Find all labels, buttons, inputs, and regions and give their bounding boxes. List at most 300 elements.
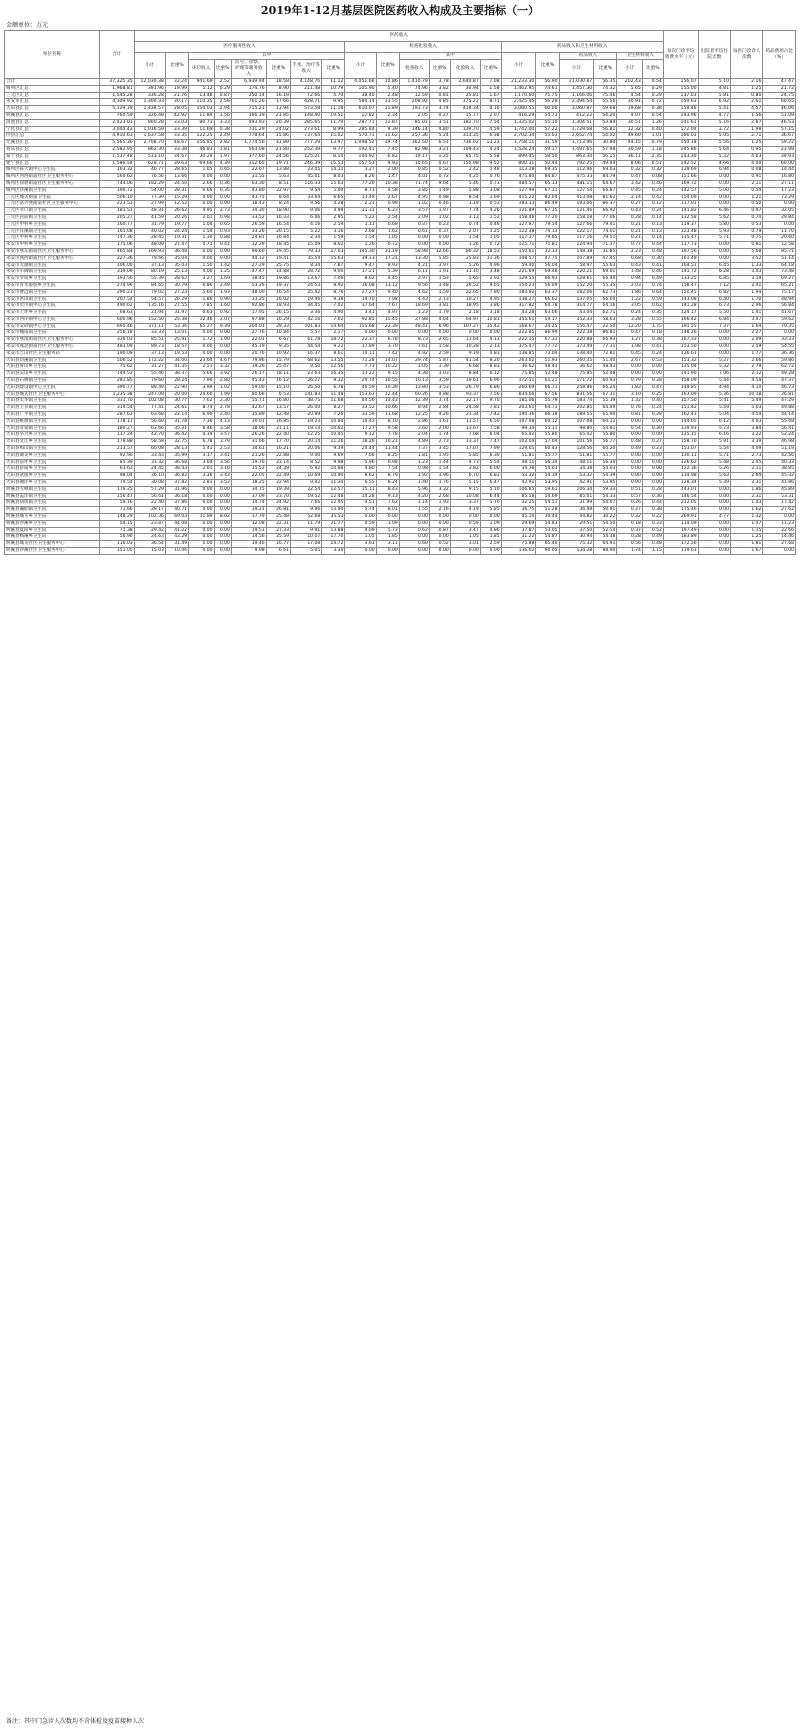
cell-bed: 4.95 [189, 208, 214, 215]
cell-ex-r: 3.32 [429, 486, 450, 493]
cell-surg-r: 8.03 [322, 174, 345, 181]
cell-svc: 79.60 [134, 378, 165, 385]
cell-bed: 5.12 [189, 85, 214, 92]
cell-lab: 0.74 [450, 221, 480, 228]
cell-lab: 13.67 [450, 425, 480, 432]
cell-mat: 0.18 [617, 520, 642, 527]
cell-drug: 220.21 [559, 269, 594, 276]
cell-surg-r: 9.98 [322, 459, 345, 466]
cell-treat-r: 9.35 [266, 344, 290, 351]
cell-mat: 0.00 [617, 371, 642, 378]
cell-dis: 7.12 [698, 282, 730, 289]
cell-treat: 32.29 [231, 242, 266, 249]
cell-opc: 143.01 [663, 486, 698, 493]
cell-surg-r: 12.95 [322, 500, 345, 507]
cell-exam-s: 105.90 [345, 85, 376, 92]
cell-exam-s: 92.85 [345, 316, 376, 323]
cell-exam-s: 1.05 [345, 534, 376, 541]
cell-svc: 135.16 [134, 303, 165, 310]
cell-drug-s: 168.67 [501, 323, 536, 330]
cell-dr: 14.46 [763, 534, 796, 541]
cell-svc: 628.71 [134, 160, 165, 167]
cell-surg: 26.27 [290, 378, 321, 385]
cell-surg-r: 10.90 [322, 473, 345, 480]
cell-treat: 19.26 [231, 364, 266, 371]
cell-vis: 2.09 [731, 337, 763, 344]
cell-treat-r: 26.15 [266, 310, 290, 317]
cell-svc: 46.77 [134, 167, 165, 174]
cell-dr: 0.00 [763, 330, 796, 337]
cell-treat: 24.81 [231, 235, 266, 242]
cell-lab-r: 6.86 [480, 384, 501, 391]
avg-outpatient-cost-header: 每次门诊平均收费水平（元） [663, 31, 698, 79]
cell-drug-rr: 74.32 [594, 85, 617, 92]
cell-surg: 116.33 [290, 180, 321, 187]
cell-mat-r: 0.48 [642, 248, 663, 255]
cell-dis: 6.92 [698, 99, 730, 106]
cell-ex-r: 0.72 [429, 174, 450, 181]
cell-bed: 0.00 [189, 248, 214, 255]
cell-mat-r: 0.13 [642, 221, 663, 228]
cell-total: 92.90 [99, 452, 134, 459]
cell-treat: 19.51 [231, 527, 266, 534]
row-unit-name: 大田县石牌镇卫生院 [5, 378, 100, 385]
cell-ex-r: 1.58 [429, 344, 450, 351]
cell-ex-r: 3.45 [429, 446, 450, 453]
cell-drug-r: 59.17 [536, 146, 559, 153]
cell-opc: 153.32 [663, 357, 698, 364]
cell-ex: 6.11 [399, 269, 429, 276]
cell-treat: 59.00 [231, 384, 266, 391]
table-row [5, 364, 796, 371]
cell-surg-r: 7.06 [322, 276, 345, 283]
cell-treat: 19.76 [231, 459, 266, 466]
cell-ex-r: 1.49 [429, 187, 450, 194]
cell-lab-r: 1.48 [480, 167, 501, 174]
cell-drug-r: 67.11 [536, 187, 559, 194]
cell-drug: 148.38 [559, 248, 594, 255]
row-unit-name: 大田县吴山乡卫生院 [5, 371, 100, 378]
cell-dr: 46.06 [763, 106, 796, 113]
cell-dis: 0.00 [698, 337, 730, 344]
cell-svc: 55.46 [134, 371, 165, 378]
cell-exam-r: 13.55 [376, 99, 399, 106]
cell-surg: 2.34 [290, 235, 321, 242]
cell-total: 330.03 [99, 337, 134, 344]
table-row [5, 398, 796, 405]
cell-drug-s: 203.61 [501, 405, 536, 412]
cell-drug-r: 66.93 [536, 276, 559, 283]
cell-mat: 3.05 [617, 303, 642, 310]
cell-opc: 143.08 [663, 296, 698, 303]
cell-total: 314.54 [99, 405, 134, 412]
cell-opc: 148.26 [663, 330, 698, 337]
cell-exam-s: 9.47 [345, 262, 376, 269]
cell-total: 1,235.38 [99, 391, 134, 398]
cell-surg: 19.23 [290, 418, 321, 425]
row-unit-name: 尤溪县汇总 [5, 140, 100, 147]
cell-svc: 29.17 [134, 507, 165, 514]
cell-dr: 33.33 [763, 337, 796, 344]
daily-visits-header: 每医门诊诊人次数 [731, 31, 763, 79]
cell-svc: 48.31 [134, 208, 165, 215]
cell-bed-r: 1.42 [214, 262, 231, 269]
cell-treat-r: 16.84 [266, 235, 290, 242]
cell-drug-s: 32.25 [501, 500, 536, 507]
cell-ex-r: 3.81 [429, 303, 450, 310]
cell-bed-r: 3.79 [214, 439, 231, 446]
cell-mat: 0.21 [617, 221, 642, 228]
cell-mat: 2.03 [617, 282, 642, 289]
cell-drug-r: 54.73 [536, 112, 559, 119]
cell-lab-r: 11.36 [480, 255, 501, 262]
cell-opc: 162.41 [663, 412, 698, 419]
cell-drug-rr: 66.87 [594, 187, 617, 194]
cell-drug-s: 53.32 [501, 473, 536, 480]
cell-opc: 132.58 [663, 214, 698, 221]
cell-lab-r: 7.08 [480, 79, 501, 86]
cell-drug-s: 221.69 [501, 269, 536, 276]
cell-treat: 312.65 [231, 160, 266, 167]
cell-bed-r: 0.00 [214, 255, 231, 262]
cell-exam-s: 17.27 [345, 425, 376, 432]
cell-treat: 731.29 [231, 126, 266, 133]
cell-exam-r: 11.68 [376, 412, 399, 419]
cell-bed-r: 0.88 [214, 235, 231, 242]
cell-drug-s: 375.47 [501, 344, 536, 351]
cell-surg-r: 8.99 [322, 126, 345, 133]
cell-vis: 1.77 [731, 350, 763, 357]
cell-exam-r: 1.09 [376, 520, 399, 527]
table-row [5, 514, 796, 521]
cell-drug: 202.85 [559, 405, 594, 412]
cell-ex-r: 0.00 [429, 520, 450, 527]
cell-dr: 11.23 [763, 520, 796, 527]
cell-treat-r: 16.19 [266, 92, 290, 99]
cell-dr: 23.98 [763, 146, 796, 153]
cell-drug-r: 64.73 [536, 405, 559, 412]
cell-total: 744.06 [99, 180, 134, 187]
cell-mat: 0.00 [617, 466, 642, 473]
cell-ex: 1.05 [399, 364, 429, 371]
cell-ex: 10.65 [399, 160, 429, 167]
cell-svc-r: 38.37 [165, 371, 188, 378]
cell-vis: 2.16 [731, 79, 763, 86]
cell-svc: 58.58 [134, 439, 165, 446]
cell-ex: 10.13 [399, 378, 429, 385]
cell-exam-s: 38.40 [345, 92, 376, 99]
cell-exam-r: 3.70 [376, 344, 399, 351]
cell-surg: 148.40 [290, 112, 321, 119]
cell-dr: 57.15 [763, 126, 796, 133]
cell-dis: 5.39 [698, 480, 730, 487]
cell-opc: 117.01 [663, 201, 698, 208]
cell-dr: 46.73 [763, 384, 796, 391]
cell-ex-r: 0.87 [429, 527, 450, 534]
cell-lab-r: 6.50 [480, 418, 501, 425]
cell-treat: 17.95 [231, 310, 266, 317]
cell-drug-rr: 51.40 [594, 357, 617, 364]
cell-ex-r: 1.25 [429, 153, 450, 160]
cell-lab-r: 10.81 [480, 316, 501, 323]
cell-svc: 862.30 [134, 146, 165, 153]
cell-opc: 155.00 [663, 85, 698, 92]
cell-drug: 36.48 [559, 507, 594, 514]
cell-vis: 2.31 [731, 493, 763, 500]
cell-drug-rr: 64.16 [594, 303, 617, 310]
cell-opc: 151.66 [663, 174, 698, 181]
cell-surg: 211.48 [290, 85, 321, 92]
cell-exam-r: 0.00 [376, 330, 399, 337]
cell-ex: 4.92 [399, 350, 429, 357]
cell-surg: 737.64 [290, 133, 321, 140]
cell-ex: 1.02 [399, 201, 429, 208]
cell-lab: 7.74 [450, 208, 480, 215]
cell-exam-s: 9.12 [345, 432, 376, 439]
cell-total: 2,423.01 [99, 119, 134, 126]
table-row [5, 282, 796, 289]
cell-exam-s: 3.27 [345, 167, 376, 174]
cell-lab-r: 3.08 [480, 187, 501, 194]
cell-surg: 79.33 [290, 248, 321, 255]
table-row [5, 337, 796, 344]
cell-dr: 69.27 [763, 276, 796, 283]
cell-svc: 1,637.58 [134, 133, 165, 140]
cell-surg: 252.39 [290, 146, 321, 153]
row-unit-name: 永安市燕北街道社区卫生服务中心 [5, 344, 100, 351]
table-row [5, 405, 796, 412]
cell-surg-r: 7.02 [322, 303, 345, 310]
cell-lab-r: 1.09 [480, 520, 501, 527]
exam-of-which-header: 其中 [399, 53, 501, 60]
cell-surg: 8.34 [290, 262, 321, 269]
medical-income-header: 医药收入 [134, 31, 663, 42]
cell-vis: 4.54 [731, 378, 763, 385]
cell-mat: 1.32 [617, 398, 642, 405]
row-unit-name: 永安市西洋镇中心卫生院 [5, 316, 100, 323]
cell-bed-r: 0.00 [214, 330, 231, 337]
cell-total: 116.03 [99, 541, 134, 548]
cell-opc: 114.09 [663, 520, 698, 527]
cell-mat-r: 0.13 [642, 228, 663, 235]
cell-total: 5,129.19 [99, 106, 134, 113]
cell-drug-r: 61.21 [536, 378, 559, 385]
cell-drug-rr: 53.84 [594, 119, 617, 126]
row-unit-name: 永安市青水畲族乡卫生院 [5, 282, 100, 289]
cell-ex-r: 4.80 [429, 126, 450, 133]
cell-lab-r: 9.70 [480, 398, 501, 405]
cell-treat: 18.43 [231, 201, 266, 208]
cell-lab: 7.08 [450, 432, 480, 439]
cell-drug-rr: 59.68 [594, 106, 617, 113]
cell-surg: 12.25 [290, 432, 321, 439]
cell-lab: 2.18 [450, 310, 480, 317]
cell-svc-r: 24.24 [165, 228, 188, 235]
cell-lab-r: 6.38 [480, 133, 501, 140]
cell-surg: 33.64 [290, 194, 321, 201]
cell-exam-r: 10.66 [376, 405, 399, 412]
row-unit-name: 明溪县枫溪乡卫生院 [5, 534, 100, 541]
cell-exam-s: 570.71 [345, 133, 376, 140]
cell-bed: 1.04 [189, 221, 214, 228]
cell-svc: 1,438.57 [134, 106, 165, 113]
cell-vis: 1.25 [731, 534, 763, 541]
cell-ex-r: 1.61 [429, 418, 450, 425]
cell-lab-r: 13.23 [480, 140, 501, 147]
row-unit-name: 永安市洪田镇卫生院 [5, 296, 100, 303]
cell-opc: 144.05 [663, 418, 698, 425]
cell-lab: 6.68 [450, 364, 480, 371]
cell-opc: 119.61 [663, 547, 698, 554]
cell-dis: 5.41 [698, 398, 730, 405]
cell-drug: 34.38 [559, 466, 594, 473]
cell-lab-r: 4.59 [480, 126, 501, 133]
cell-ex: 1.81 [399, 452, 429, 459]
cell-ex: 7.37 [399, 446, 429, 453]
cell-drug: 413.08 [559, 194, 594, 201]
cell-surg-r: 16.35 [322, 371, 345, 378]
cell-exam-s: 15.11 [345, 486, 376, 493]
cell-exam-s: 14.11 [345, 350, 376, 357]
cell-drug-s: 42.91 [501, 480, 536, 487]
cell-bed-r: 2.30 [214, 398, 231, 405]
cell-dr: 49.28 [763, 371, 796, 378]
table-row [5, 262, 796, 269]
row-unit-name: 明溪县瀚仙镇卫生院 [5, 507, 100, 514]
cell-svc: 247.09 [134, 391, 165, 398]
cell-opc: 159.63 [663, 99, 698, 106]
cell-svc: 56.60 [134, 418, 165, 425]
cell-treat: 6,939.94 [231, 79, 266, 86]
cell-treat: 38.06 [231, 425, 266, 432]
cell-svc-r: 19.99 [165, 85, 188, 92]
cell-mat: 0.47 [617, 330, 642, 337]
cell-ex: 4.95 [399, 194, 429, 201]
cell-treat: 43.75 [231, 194, 266, 201]
cell-total: 205.27 [99, 214, 134, 221]
cell-exam-s: 1.11 [345, 221, 376, 228]
cell-surg: 9.02 [290, 480, 321, 487]
cell-surg: 4.16 [290, 221, 321, 228]
cell-opc: 150.18 [663, 140, 698, 147]
cell-drug-s: 59.40 [501, 262, 536, 269]
cell-drug-r: 67.31 [536, 337, 559, 344]
cell-ex: 19.17 [399, 153, 429, 160]
cell-lab: 26.52 [450, 282, 480, 289]
cell-opc: 187.56 [663, 248, 698, 255]
cell-svc-r: 22.14 [165, 412, 188, 419]
summary-row [5, 85, 796, 92]
footnote: 备注：其中门急诊人次数均不含体检及疫苗接种人次 [6, 1718, 145, 1725]
cell-svc-r: 24.61 [165, 405, 188, 412]
cell-dr: 14.44 [763, 167, 796, 174]
row-unit-name: 合计 [5, 79, 100, 86]
cell-surg-r: 7.26 [322, 412, 345, 419]
cell-total: 600.96 [99, 316, 134, 323]
cell-dr: 21.72 [763, 85, 796, 92]
cell-bed-r: 4.13 [214, 418, 231, 425]
cell-lab-r: 0.00 [480, 330, 501, 337]
cell-drug-s: 75.88 [501, 541, 536, 548]
cell-surg-r: 4.99 [322, 208, 345, 215]
cell-ex: 0.00 [399, 520, 429, 527]
row-unit-name: 大田县谢洋乡卫生院 [5, 480, 100, 487]
cell-bed: 6.86 [189, 282, 214, 289]
cell-ex-r: 3.51 [429, 119, 450, 126]
cell-ex: 27.88 [399, 316, 429, 323]
cell-mat-r: 0.62 [642, 303, 663, 310]
summary-row [5, 146, 796, 153]
cell-svc-r: 38.43 [165, 466, 188, 473]
cell-total: 59.16 [99, 500, 134, 507]
cell-mat-r: 0.47 [642, 384, 663, 391]
cell-drug: 124.94 [559, 242, 594, 249]
cell-treat-r: 12.48 [266, 412, 290, 419]
cell-mat-r: 1.26 [642, 119, 663, 126]
cell-dis: 5.64 [698, 146, 730, 153]
row-unit-name: 将乐县汇总 [5, 146, 100, 153]
cell-total: 1,537.48 [99, 153, 134, 160]
table-row [5, 269, 796, 276]
table-row [5, 452, 796, 459]
cell-total: 4,309.92 [99, 99, 134, 106]
table-row [5, 242, 796, 249]
cell-lab: 21.34 [450, 412, 480, 419]
cell-lab: 3.37 [450, 500, 480, 507]
cell-svc: 102.36 [134, 514, 165, 521]
cell-dr: 75.17 [763, 289, 796, 296]
cell-bed-r: 0.00 [214, 344, 231, 351]
cell-svc: 102.08 [134, 398, 165, 405]
cell-svc: 48.09 [134, 242, 165, 249]
cell-treat-r: 21.80 [266, 146, 290, 153]
cell-mat-r: 0.00 [642, 480, 663, 487]
row-unit-name: 大田县屏山乡卫生院 [5, 364, 100, 371]
cell-lab: 4.25 [450, 174, 480, 181]
cell-dis: 0.00 [698, 534, 730, 541]
cell-lab-r: 6.83 [480, 473, 501, 480]
cell-ex-r: 4.64 [429, 316, 450, 323]
cell-lab-r: 7.42 [480, 412, 501, 419]
cell-svc-r: 26.29 [165, 296, 188, 303]
cell-ex: 2.85 [399, 187, 429, 194]
cell-exam-s: 0.00 [345, 514, 376, 521]
row-unit-name: 大田县均溪镇卫生院 [5, 357, 100, 364]
cell-vis: 2.79 [731, 364, 763, 371]
cell-exam-s: 33.52 [345, 405, 376, 412]
cell-bed: 0.00 [189, 534, 214, 541]
cell-exam-r: 5.39 [376, 269, 399, 276]
cell-mat: 0.56 [617, 541, 642, 548]
cell-drug-r: 60.12 [536, 418, 559, 425]
cell-bed-r: 0.00 [214, 500, 231, 507]
cell-mat-r: 0.38 [642, 507, 663, 514]
cell-drug-s: 113.28 [501, 167, 536, 174]
cell-treat: 26.17 [231, 371, 266, 378]
cell-treat: 27.76 [231, 330, 266, 337]
cell-drug-rr: 60.12 [594, 418, 617, 425]
cell-svc: 80.19 [134, 269, 165, 276]
cell-bed: 11.69 [189, 126, 214, 133]
cell-svc: 37.13 [134, 350, 165, 357]
cell-treat-r: 16.02 [266, 296, 290, 303]
cell-total: 207.54 [99, 296, 134, 303]
cell-lab: 24.58 [450, 405, 480, 412]
cell-vis: 1.67 [731, 547, 763, 554]
cell-bed: 30.29 [189, 153, 214, 160]
cell-drug-rr: 52.54 [594, 527, 617, 534]
cell-ex: 60.26 [399, 391, 429, 398]
